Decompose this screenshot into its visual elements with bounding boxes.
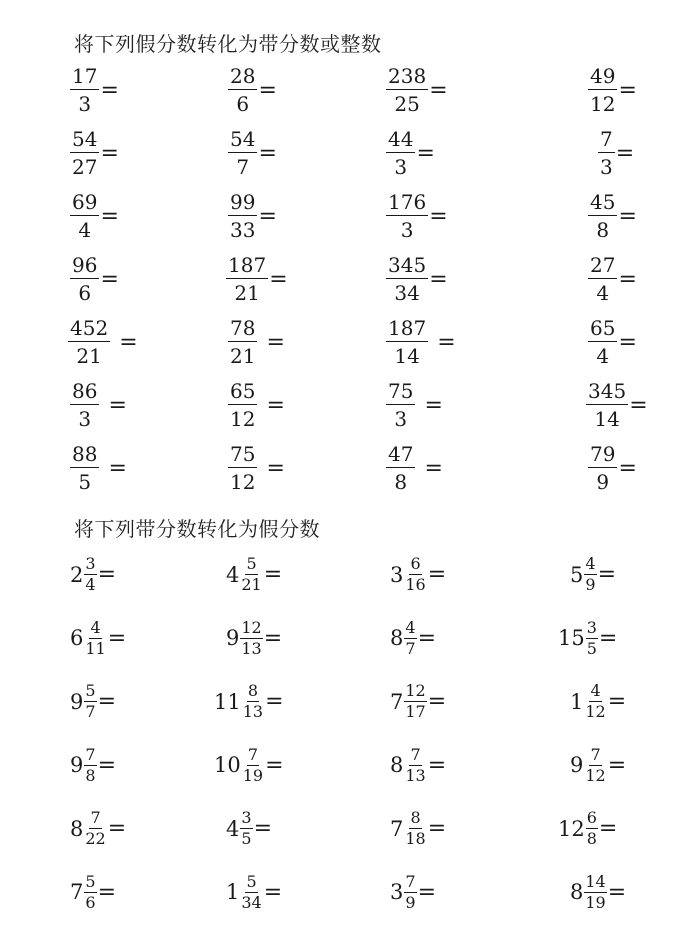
fraction bbox=[588, 444, 617, 492]
whole-number: 2 bbox=[70, 562, 84, 587]
mixed-number-problem bbox=[390, 810, 446, 847]
numerator: 75 bbox=[230, 442, 256, 466]
mixed-number-problem bbox=[570, 744, 627, 785]
fraction bbox=[228, 444, 257, 492]
equals-sign: = bbox=[615, 140, 635, 166]
mixed-number-problem bbox=[390, 683, 446, 720]
mixed-number-problem bbox=[226, 871, 283, 912]
improper-problem bbox=[586, 381, 648, 429]
fraction bbox=[228, 318, 257, 366]
denominator: 3 bbox=[394, 155, 408, 179]
numerator: 49 bbox=[590, 64, 616, 88]
whole-number: 8 bbox=[390, 626, 404, 650]
denominator: 17 bbox=[405, 702, 426, 721]
fraction bbox=[84, 683, 96, 720]
denominator: 13 bbox=[242, 702, 264, 721]
numerator: 7 bbox=[405, 871, 416, 891]
fraction bbox=[386, 66, 428, 114]
whole-number: 12 bbox=[558, 816, 585, 841]
fraction bbox=[598, 129, 615, 177]
improper-problem bbox=[228, 444, 285, 492]
denominator: 3 bbox=[394, 407, 408, 431]
numerator: 4 bbox=[90, 617, 101, 637]
numerator: 69 bbox=[72, 190, 98, 214]
equals-sign: = bbox=[416, 140, 435, 166]
numerator: 187 bbox=[228, 253, 267, 277]
denominator: 9 bbox=[596, 470, 610, 494]
improper-problem bbox=[228, 381, 285, 429]
equals-sign: = bbox=[597, 562, 616, 587]
mixed-number-problem bbox=[226, 810, 272, 847]
fraction bbox=[584, 683, 606, 720]
whole-number: 3 bbox=[390, 562, 404, 587]
equals-sign: = bbox=[607, 752, 627, 778]
fraction bbox=[240, 556, 262, 593]
denominator: 21 bbox=[76, 344, 102, 368]
fraction bbox=[84, 556, 96, 593]
equals-sign: = bbox=[598, 625, 618, 651]
numerator: 86 bbox=[72, 379, 98, 403]
numerator: 7 bbox=[410, 744, 421, 764]
denominator: 3 bbox=[600, 155, 613, 179]
fraction bbox=[386, 192, 428, 240]
whole-number: 10 bbox=[214, 753, 241, 777]
equals-sign: = bbox=[266, 392, 285, 418]
mixed-number-problem bbox=[570, 556, 616, 593]
section-improper-title: 将下列假分数转化为带分数或整数 bbox=[74, 32, 382, 56]
mixed-number-problem bbox=[390, 744, 447, 785]
denominator: 4 bbox=[85, 575, 96, 594]
equals-sign: = bbox=[108, 392, 127, 418]
fraction bbox=[84, 617, 106, 658]
numerator: 3 bbox=[586, 617, 597, 637]
numerator: 54 bbox=[72, 127, 98, 151]
improper-problem bbox=[598, 129, 634, 177]
improper-problem bbox=[226, 255, 288, 303]
fraction bbox=[240, 810, 252, 847]
numerator: 7 bbox=[590, 744, 601, 764]
equals-sign: = bbox=[618, 203, 637, 229]
whole-number: 7 bbox=[390, 816, 404, 841]
mixed-number-problem bbox=[558, 810, 617, 847]
denominator: 8 bbox=[596, 218, 610, 242]
denominator: 9 bbox=[405, 892, 416, 912]
denominator: 19 bbox=[242, 765, 264, 785]
whole-number: 9 bbox=[70, 753, 84, 777]
denominator: 16 bbox=[405, 575, 426, 594]
numerator: 54 bbox=[230, 127, 256, 151]
improper-problem bbox=[588, 66, 637, 114]
denominator: 12 bbox=[590, 92, 616, 116]
numerator: 187 bbox=[388, 316, 427, 340]
equals-sign: = bbox=[607, 879, 627, 905]
equals-sign: = bbox=[618, 329, 637, 355]
equals-sign: = bbox=[100, 77, 119, 103]
fraction bbox=[584, 556, 596, 593]
numerator: 14 bbox=[585, 871, 606, 891]
denominator: 7 bbox=[85, 702, 96, 721]
numerator: 7 bbox=[90, 808, 101, 827]
whole-number: 9 bbox=[570, 753, 584, 777]
numerator: 5 bbox=[246, 871, 257, 891]
numerator: 176 bbox=[388, 190, 427, 214]
improper-problem bbox=[588, 444, 637, 492]
denominator: 14 bbox=[594, 407, 620, 431]
whole-number: 8 bbox=[70, 816, 84, 841]
denominator: 12 bbox=[585, 702, 606, 721]
denominator: 34 bbox=[394, 281, 420, 305]
fraction bbox=[588, 318, 617, 366]
improper-problem bbox=[386, 381, 443, 429]
improper-problem bbox=[70, 192, 119, 240]
numerator: 65 bbox=[230, 379, 256, 403]
numerator: 3 bbox=[241, 808, 252, 827]
improper-problem bbox=[228, 318, 285, 366]
whole-number: 6 bbox=[70, 626, 84, 650]
fraction bbox=[584, 744, 606, 785]
equals-sign: = bbox=[258, 140, 277, 166]
denominator: 8 bbox=[394, 470, 408, 494]
mixed-number-problem bbox=[390, 617, 436, 658]
numerator: 47 bbox=[388, 442, 414, 466]
equals-sign: = bbox=[258, 77, 277, 103]
fraction bbox=[228, 129, 257, 177]
numerator: 79 bbox=[590, 442, 616, 466]
equals-sign: = bbox=[429, 77, 448, 103]
whole-number: 7 bbox=[390, 689, 404, 714]
mixed-number-problem bbox=[570, 683, 626, 720]
equals-sign: = bbox=[427, 562, 447, 587]
whole-number: 1 bbox=[570, 689, 584, 714]
mixed-number-problem bbox=[214, 683, 284, 720]
equals-sign: = bbox=[100, 203, 119, 229]
fraction bbox=[240, 871, 262, 912]
equals-sign: = bbox=[119, 329, 138, 355]
mixed-number-problem bbox=[70, 744, 116, 785]
denominator: 25 bbox=[394, 92, 420, 116]
equals-sign: = bbox=[618, 266, 637, 292]
whole-number: 7 bbox=[70, 880, 84, 904]
equals-sign: = bbox=[266, 329, 285, 355]
equals-sign: = bbox=[598, 816, 618, 841]
improper-problem bbox=[386, 318, 456, 366]
equals-sign: = bbox=[108, 455, 127, 481]
equals-sign: = bbox=[629, 392, 648, 418]
improper-problem bbox=[386, 192, 448, 240]
fraction bbox=[404, 871, 416, 912]
mixed-number-problem bbox=[70, 871, 116, 912]
improper-problem bbox=[588, 318, 637, 366]
denominator: 8 bbox=[85, 765, 96, 785]
mixed-number-problem bbox=[70, 683, 116, 720]
mixed-number-problem bbox=[226, 556, 282, 593]
numerator: 7 bbox=[247, 744, 258, 764]
denominator: 3 bbox=[400, 218, 414, 242]
equals-sign: = bbox=[263, 562, 283, 587]
equals-sign: = bbox=[97, 879, 116, 905]
whole-number: 3 bbox=[390, 880, 404, 904]
whole-number: 11 bbox=[214, 689, 241, 714]
fraction bbox=[228, 381, 257, 429]
improper-problem bbox=[70, 129, 119, 177]
mixed-number-problem bbox=[70, 556, 116, 593]
fraction bbox=[586, 617, 598, 658]
equals-sign: = bbox=[424, 392, 443, 418]
numerator: 345 bbox=[588, 379, 627, 403]
denominator: 12 bbox=[585, 765, 606, 785]
equals-sign: = bbox=[97, 562, 116, 587]
fraction bbox=[226, 255, 268, 303]
denominator: 8 bbox=[586, 829, 597, 848]
fraction bbox=[588, 255, 617, 303]
denominator: 9 bbox=[585, 575, 596, 594]
equals-sign: = bbox=[97, 752, 116, 778]
numerator: 28 bbox=[230, 64, 256, 88]
improper-problem bbox=[228, 66, 277, 114]
denominator: 11 bbox=[85, 638, 106, 658]
equals-sign: = bbox=[258, 203, 277, 229]
equals-sign: = bbox=[107, 625, 127, 651]
mixed-number-problem bbox=[570, 871, 627, 912]
improper-problem bbox=[228, 129, 277, 177]
numerator: 6 bbox=[586, 808, 597, 827]
fraction bbox=[404, 744, 426, 785]
numerator: 12 bbox=[405, 681, 426, 700]
equals-sign: = bbox=[427, 689, 447, 714]
fraction bbox=[404, 683, 426, 720]
fraction bbox=[240, 617, 262, 658]
numerator: 8 bbox=[410, 808, 421, 827]
denominator: 12 bbox=[230, 470, 256, 494]
numerator: 7 bbox=[600, 127, 613, 151]
denominator: 5 bbox=[78, 470, 92, 494]
whole-number: 8 bbox=[390, 753, 404, 777]
denominator: 14 bbox=[394, 344, 420, 368]
fraction bbox=[228, 66, 257, 114]
mixed-number-problem bbox=[558, 617, 618, 658]
improper-problem bbox=[228, 192, 277, 240]
fraction bbox=[70, 255, 99, 303]
denominator: 34 bbox=[241, 892, 262, 912]
improper-problem bbox=[386, 444, 443, 492]
denominator: 22 bbox=[85, 829, 106, 848]
equals-sign: = bbox=[429, 266, 448, 292]
improper-problem bbox=[70, 444, 127, 492]
mixed-number-problem bbox=[390, 871, 436, 912]
improper-problem bbox=[68, 318, 138, 366]
fraction bbox=[586, 810, 598, 847]
numerator: 4 bbox=[590, 681, 601, 700]
denominator: 3 bbox=[78, 407, 92, 431]
fraction bbox=[70, 381, 99, 429]
fraction bbox=[70, 192, 99, 240]
mixed-number-problem bbox=[70, 810, 126, 847]
denominator: 27 bbox=[72, 155, 98, 179]
fraction bbox=[84, 871, 96, 912]
improper-problem bbox=[386, 66, 448, 114]
numerator: 17 bbox=[72, 64, 98, 88]
denominator: 5 bbox=[586, 638, 597, 658]
denominator: 21 bbox=[230, 344, 256, 368]
mixed-number-problem bbox=[226, 617, 283, 658]
whole-number: 8 bbox=[570, 880, 584, 904]
whole-number: 1 bbox=[226, 880, 240, 904]
equals-sign: = bbox=[265, 689, 284, 714]
equals-sign: = bbox=[618, 455, 637, 481]
equals-sign: = bbox=[265, 752, 284, 778]
whole-number: 9 bbox=[226, 626, 240, 650]
numerator: 99 bbox=[230, 190, 256, 214]
equals-sign: = bbox=[263, 879, 283, 905]
improper-problem bbox=[386, 129, 435, 177]
denominator: 13 bbox=[241, 638, 262, 658]
numerator: 4 bbox=[585, 554, 596, 573]
numerator: 6 bbox=[410, 554, 421, 573]
denominator: 3 bbox=[78, 92, 92, 116]
equals-sign: = bbox=[417, 625, 436, 651]
equals-sign: = bbox=[100, 266, 119, 292]
numerator: 45 bbox=[590, 190, 616, 214]
denominator: 4 bbox=[78, 218, 92, 242]
numerator: 5 bbox=[246, 554, 257, 573]
numerator: 27 bbox=[590, 253, 616, 277]
numerator: 75 bbox=[388, 379, 414, 403]
numerator: 12 bbox=[241, 617, 262, 637]
numerator: 3 bbox=[85, 554, 96, 573]
numerator: 5 bbox=[85, 871, 96, 891]
fraction bbox=[70, 129, 99, 177]
fraction bbox=[242, 683, 264, 720]
whole-number: 4 bbox=[226, 816, 240, 841]
equals-sign: = bbox=[427, 816, 447, 841]
denominator: 21 bbox=[234, 281, 260, 305]
whole-number: 15 bbox=[558, 626, 585, 650]
numerator: 78 bbox=[230, 316, 256, 340]
numerator: 65 bbox=[590, 316, 616, 340]
fraction bbox=[588, 66, 617, 114]
fraction bbox=[84, 810, 106, 847]
whole-number: 9 bbox=[70, 689, 84, 714]
improper-problem bbox=[70, 66, 119, 114]
fraction bbox=[386, 255, 428, 303]
equals-sign: = bbox=[424, 455, 443, 481]
fraction bbox=[404, 556, 426, 593]
fraction bbox=[404, 810, 426, 847]
equals-sign: = bbox=[253, 816, 272, 841]
improper-problem bbox=[588, 192, 637, 240]
fraction bbox=[404, 617, 416, 658]
denominator: 19 bbox=[585, 892, 606, 912]
fraction bbox=[70, 66, 99, 114]
whole-number: 5 bbox=[570, 562, 584, 587]
equals-sign: = bbox=[269, 266, 288, 292]
equals-sign: = bbox=[429, 203, 448, 229]
mixed-number-problem bbox=[390, 556, 446, 593]
equals-sign: = bbox=[437, 329, 456, 355]
equals-sign: = bbox=[266, 455, 285, 481]
fraction bbox=[588, 192, 617, 240]
fraction bbox=[386, 381, 415, 429]
denominator: 33 bbox=[230, 218, 256, 242]
fraction bbox=[386, 318, 428, 366]
denominator: 4 bbox=[596, 281, 610, 305]
equals-sign: = bbox=[263, 625, 283, 651]
fraction bbox=[586, 381, 628, 429]
equals-sign: = bbox=[107, 816, 127, 841]
numerator: 238 bbox=[388, 64, 427, 88]
improper-problem bbox=[70, 255, 119, 303]
equals-sign: = bbox=[417, 879, 436, 905]
fraction bbox=[84, 744, 96, 785]
whole-number: 4 bbox=[226, 562, 240, 587]
denominator: 12 bbox=[230, 407, 256, 431]
equals-sign: = bbox=[607, 689, 627, 714]
numerator: 8 bbox=[247, 681, 258, 700]
improper-problem bbox=[386, 255, 448, 303]
numerator: 88 bbox=[72, 442, 98, 466]
fraction bbox=[386, 129, 415, 177]
fraction bbox=[386, 444, 415, 492]
equals-sign: = bbox=[97, 689, 116, 714]
equals-sign: = bbox=[618, 77, 637, 103]
improper-problem bbox=[70, 381, 127, 429]
equals-sign: = bbox=[100, 140, 119, 166]
numerator: 44 bbox=[388, 127, 414, 151]
fraction bbox=[70, 444, 99, 492]
denominator: 13 bbox=[405, 765, 426, 785]
fraction bbox=[242, 744, 264, 785]
numerator: 345 bbox=[388, 253, 427, 277]
denominator: 21 bbox=[241, 575, 262, 594]
denominator: 4 bbox=[596, 344, 610, 368]
numerator: 96 bbox=[72, 253, 98, 277]
denominator: 6 bbox=[236, 92, 250, 116]
denominator: 6 bbox=[78, 281, 92, 305]
mixed-number-problem bbox=[70, 617, 127, 658]
denominator: 18 bbox=[405, 829, 426, 848]
equals-sign: = bbox=[427, 752, 447, 778]
fraction bbox=[584, 871, 606, 912]
denominator: 5 bbox=[241, 829, 252, 848]
denominator: 6 bbox=[85, 892, 96, 912]
numerator: 5 bbox=[85, 681, 96, 700]
denominator: 7 bbox=[236, 155, 250, 179]
section-mixed-title: 将下列带分数转化为假分数 bbox=[74, 517, 320, 541]
numerator: 452 bbox=[70, 316, 109, 340]
fraction bbox=[68, 318, 110, 366]
improper-problem bbox=[588, 255, 637, 303]
numerator: 4 bbox=[405, 617, 416, 637]
denominator: 7 bbox=[405, 638, 416, 658]
numerator: 7 bbox=[85, 744, 96, 764]
fraction bbox=[228, 192, 257, 240]
mixed-number-problem bbox=[214, 744, 284, 785]
